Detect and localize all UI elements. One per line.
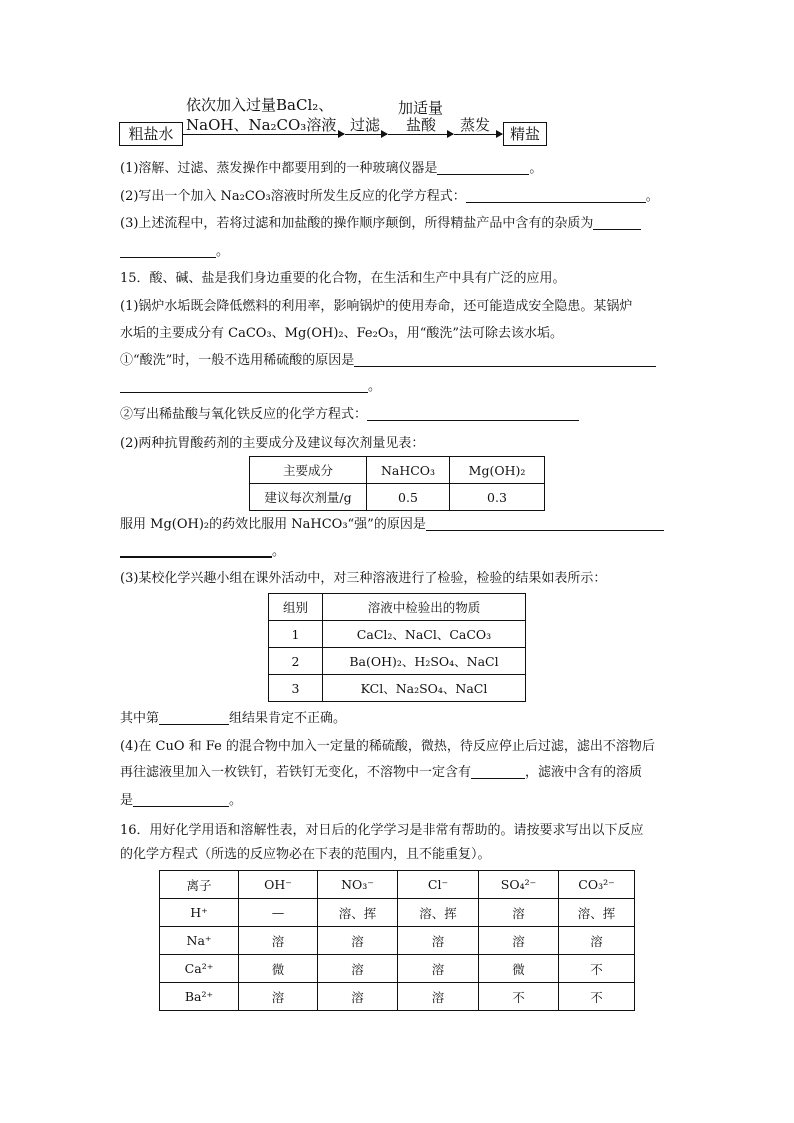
flow-arrow-4 [454, 134, 502, 135]
answer-blank[interactable] [437, 160, 529, 175]
q16-line2: 的化学方程式（所选的反应物必在下表的范围内，且不能重复）。 [120, 847, 491, 862]
q15-s1-q1-cont [120, 378, 381, 396]
q15-s3-q [120, 710, 346, 728]
flow-start-box: 粗盐水 [119, 122, 183, 146]
table-cell: 不 [559, 955, 635, 983]
q15-s4-line1: (4)在 CuO 和 Fe 的混合物中加入一定量的稀硫酸，微热，待反应停止后过滤，滤出不溶物后 [120, 739, 655, 754]
table-cell: 溶 [318, 955, 398, 983]
table-cell: 微 [479, 955, 559, 983]
table-cell: KCl、Na₂SO₄、NaCl [323, 675, 526, 702]
table-cell: 溶 [479, 927, 559, 955]
table-cell: 溶、挥 [398, 899, 479, 927]
q14-part3 [120, 215, 641, 233]
table-cell: 溶 [559, 927, 635, 955]
flow-step2: 过滤 [350, 116, 381, 134]
table-cell: 不 [559, 983, 635, 1011]
q15-s2-intro: (2)两种抗胃酸药剂的主要成分及建议每次剂量见表： [120, 436, 425, 451]
table-cell: 离子 [160, 871, 239, 899]
answer-blank[interactable] [120, 542, 272, 558]
answer-blank[interactable] [426, 516, 664, 531]
table-cell: CaCl₂、NaCl、CaCO₃ [323, 621, 526, 648]
q14-part1-text: (1)溶解、过滤、蒸发操作中都要用到的一种玻璃仪器是 [120, 161, 438, 176]
table-cell: SO₄²⁻ [479, 871, 559, 899]
table-cell: 溶 [398, 983, 479, 1011]
flow-step4: 蒸发 [460, 116, 491, 134]
flow-step1-top: 依次加入过量BaCl₂、 [186, 96, 334, 114]
table-cell: 溶 [398, 955, 479, 983]
flow-arrow-3 [388, 134, 453, 135]
q14-part3-cont [120, 243, 229, 261]
table-cell: 溶、挥 [559, 899, 635, 927]
table-cell: Cl⁻ [398, 871, 479, 899]
q15-s4-line3 [120, 792, 242, 810]
table-cell: Ba²⁺ [160, 983, 239, 1011]
answer-blank[interactable] [133, 792, 229, 807]
answer-blank[interactable] [593, 215, 641, 230]
table-cell: 溶液中检验出的物质 [323, 594, 526, 621]
q15-s3-q-post: 组结果肯定不正确。 [229, 711, 347, 726]
q14-part2-text: (2)写出一个加入 Na₂CO₃溶液时所发生反应的化学方程式： [120, 189, 466, 204]
table-cell: 溶、挥 [318, 899, 398, 927]
table-cell: 溶 [318, 927, 398, 955]
solubility-table [159, 870, 635, 1011]
q15-s4-line2 [120, 764, 642, 782]
answer-blank[interactable] [159, 710, 229, 725]
table-cell: 0.5 [367, 484, 450, 511]
q15-intro: 15．酸、碱、盐是我们身边重要的化合物，在生活和生产中具有广泛的应用。 [120, 271, 566, 286]
q15-s2-q-text: 服用 Mg(OH)₂的药效比服用 NaHCO₃“强”的原因是 [120, 517, 426, 532]
table-cell: Na⁺ [160, 927, 239, 955]
flow-arrow-2 [345, 134, 387, 135]
test-result-table [268, 593, 526, 702]
q15-s4-line2-pre: 再往滤液里加入一枚铁钉，若铁钉无变化，不溶物中一定含有 [120, 765, 472, 780]
table-cell: Ca²⁺ [160, 955, 239, 983]
table-cell: 建议每次剂量/g [250, 484, 367, 511]
table-cell: 溶 [398, 927, 479, 955]
table-cell: 微 [239, 955, 318, 983]
q15-s4-line2-post: ，滤液中含有的溶质 [525, 765, 643, 780]
q15-s3-intro: (3)某校化学兴趣小组在课外活动中，对三种溶液进行了检验，检验的结果如表所示： [120, 571, 607, 586]
q15-s1-q1-text: ①“酸洗”时，一般不选用稀硫酸的原因是 [120, 353, 355, 368]
answer-blank[interactable] [120, 378, 368, 393]
flow-arrow-1 [182, 134, 344, 135]
answer-blank[interactable] [466, 188, 646, 203]
table-cell: H⁺ [160, 899, 239, 927]
table-cell: NO₃⁻ [318, 871, 398, 899]
table-cell: — [239, 899, 318, 927]
table-cell: CO₃²⁻ [559, 871, 635, 899]
answer-blank[interactable] [354, 352, 656, 367]
q15-s1-q1-end: 。 [368, 379, 382, 394]
q15-s1-q2-text: ②写出稀盐酸与氧化铁反应的化学方程式： [120, 407, 368, 422]
table-cell: NaHCO₃ [367, 457, 450, 484]
q15-s1-q1 [120, 352, 656, 370]
flow-step3-bottom: 盐酸 [406, 116, 437, 134]
flow-step3-top: 加适量 [398, 99, 444, 117]
q15-s1-q2 [120, 406, 579, 424]
q15-s2-q-cont [120, 542, 285, 561]
answer-blank[interactable] [367, 406, 579, 421]
q15-s4-line3-pre: 是 [120, 793, 134, 808]
q15-s2-q-end: 。 [272, 544, 286, 559]
q15-s4-line3-post: 。 [229, 793, 243, 808]
table-cell: 溶 [239, 927, 318, 955]
q14-part2 [120, 188, 659, 206]
q16-line1: 16．用好化学用语和溶解性表，对日后的化学学习是非常有帮助的。请按要求写出以下反应 [120, 823, 644, 838]
table-cell: 溶 [318, 983, 398, 1011]
table-cell: 溶 [479, 899, 559, 927]
q14-part1-end: 。 [529, 161, 543, 176]
q14-part1 [120, 160, 542, 178]
table-cell: 组别 [269, 594, 323, 621]
q15-s1-line1: (1)锅炉水垢既会降低燃料的利用率，影响锅炉的使用寿命，还可能造成安全隐患。某锅炉 [120, 299, 633, 314]
table-cell: 2 [269, 648, 323, 675]
table-cell: Ba(OH)₂、H₂SO₄、NaCl [323, 648, 526, 675]
table-cell: 0.3 [450, 484, 545, 511]
table-cell: Mg(OH)₂ [450, 457, 545, 484]
flow-step1-bottom: NaOH、Na₂CO₃溶液 [186, 116, 337, 134]
table-cell: OH⁻ [239, 871, 318, 899]
table-cell: 3 [269, 675, 323, 702]
q14-part3-text: (3)上述流程中，若将过滤和加盐酸的操作顺序颠倒，所得精盐产品中含有的杂质为 [120, 216, 594, 231]
table-cell: 溶 [239, 983, 318, 1011]
flow-end-box: 精盐 [503, 122, 547, 146]
q15-s2-q [120, 516, 664, 534]
q14-part2-end: 。 [645, 189, 659, 204]
q14-part3-end: 。 [216, 244, 230, 259]
q15-s1-line2: 水垢的主要成分有 CaCO₃、Mg(OH)₂、Fe₂O₃，用“酸洗”法可除去该水垢。 [120, 326, 564, 341]
answer-blank[interactable] [120, 243, 216, 258]
table-cell: 不 [479, 983, 559, 1011]
antacid-table [249, 456, 545, 511]
table-cell: 1 [269, 621, 323, 648]
table-cell: 主要成分 [250, 457, 367, 484]
answer-blank[interactable] [471, 764, 525, 779]
q15-s3-q-pre: 其中第 [120, 711, 160, 726]
